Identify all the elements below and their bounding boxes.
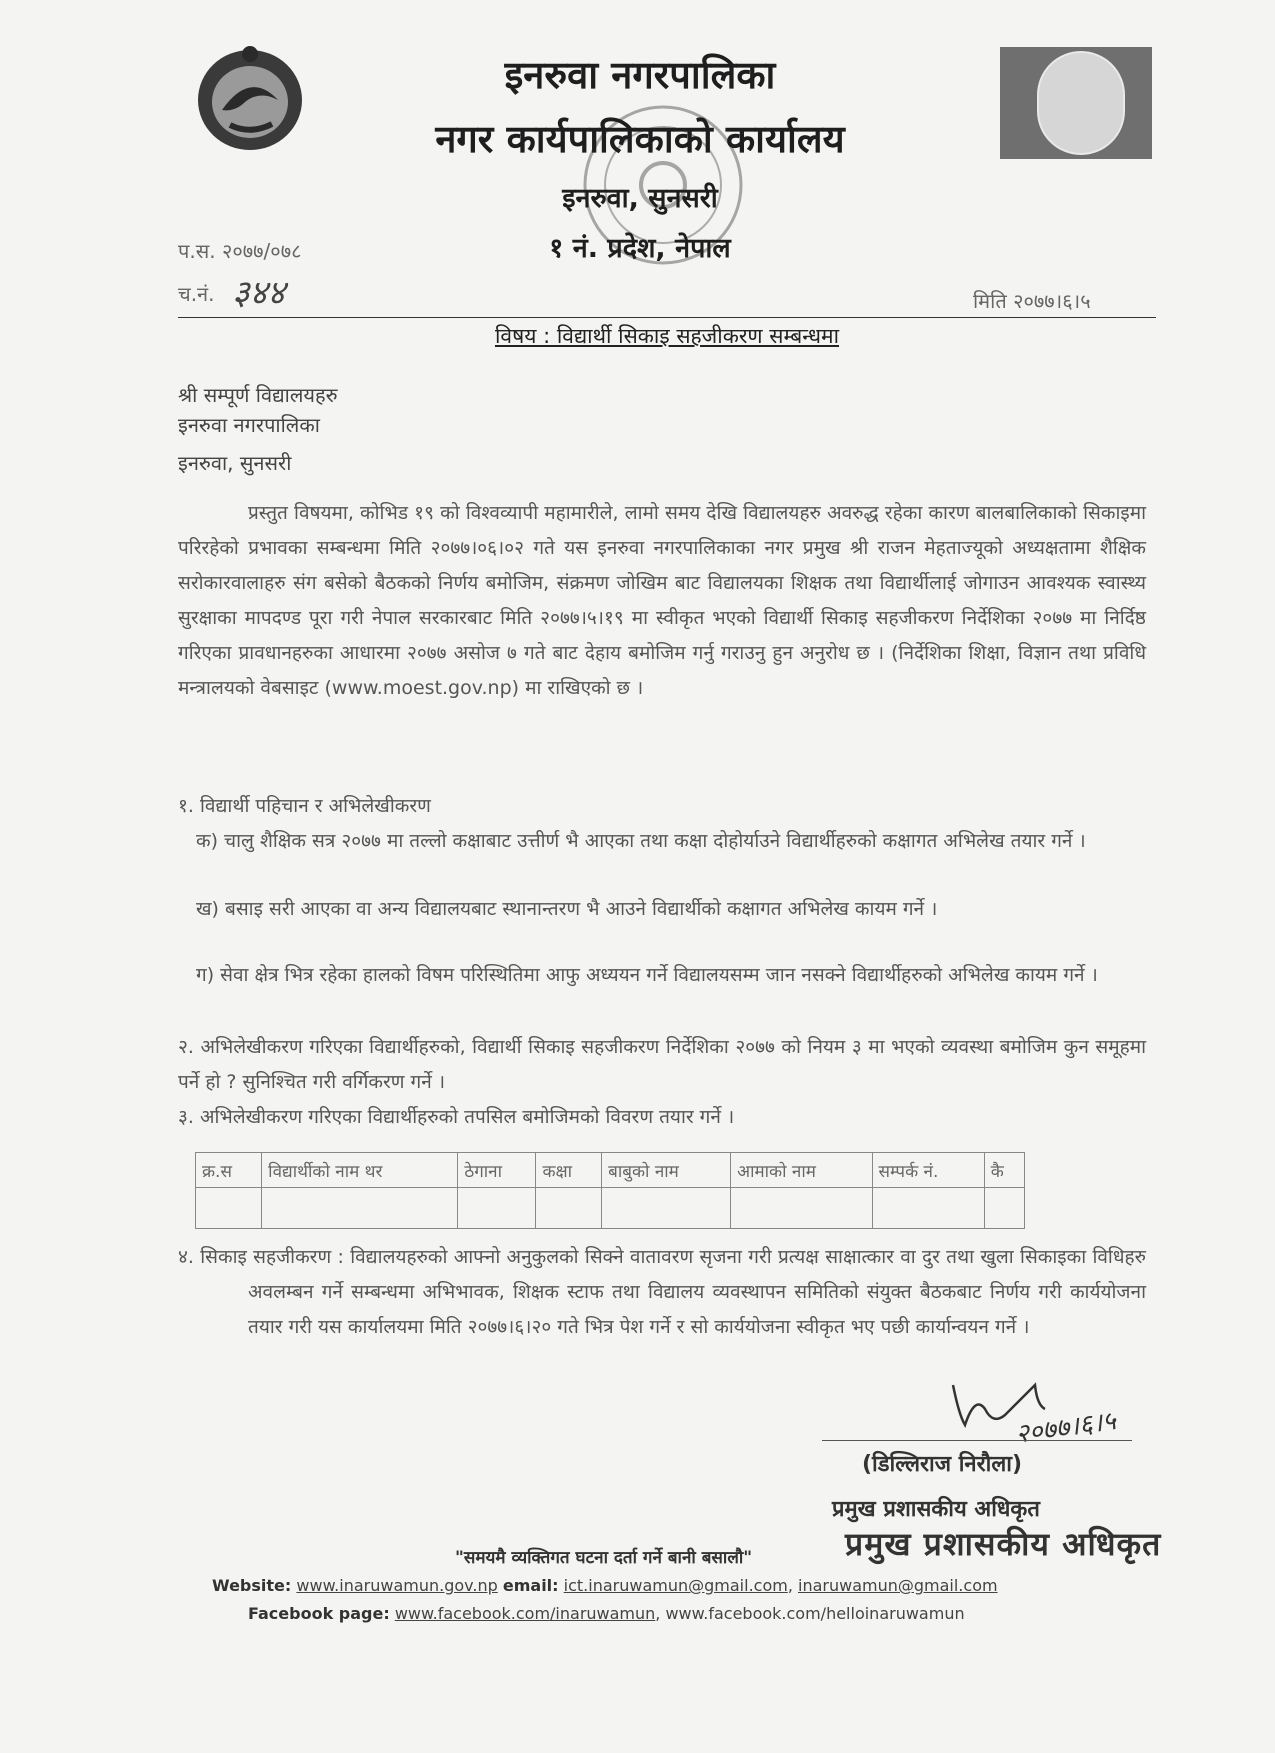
intro-paragraph: प्रस्तुत विषयमा, कोभिड १९ को विश्वव्यापी महामारीले, लामो समय देखि विद्यालयहरु अवरुद्ध रहेका कारण बालबालिकाको सिकाइमा परिरहेको प्रभावका सम्बन्धमा मिति २०७७।०६।०२ गते यस इनरुवा नगरपालिकाका नगर प्रमुख श्री राजन मेहताज्यूको अध्यक्षतामा शैक्षिक सरोकारवालाहरु संग बसेको बैठकको निर्णय बमोजिम, संक्रमण जोखिम बाट विद्यालयका शिक्षक तथा विद्यार्थीलाई जोगाउन आवश्यक स्वास्थ्य सुरक्षाका मापदण्ड पूरा गरी नेपाल सरकारबाट मिति २०७७।५।१९ मा स्वीकृत भएको विद्यार्थी सिकाइ सहजीकरण निर्देशिका २०७७ मा निर्दिष्ठ गरिएका प्रावधानहरुका आधारमा २०७७ असोज ७ गते बाट देहाय बमोजिम गर्नु गराउनु हुन अनुरोध छ । (निर्देशिका शिक्षा, विज्ञान तथा प्रविधि मन्त्रालयको वेबसाइट (www.moest.gov.np) मा राखिएको छ । bbox=[178, 502, 1146, 699]
table-header-cell: कै bbox=[984, 1153, 1024, 1188]
table-header-cell: ठेगाना bbox=[458, 1153, 536, 1188]
municipality-name: इनरुवा नगरपालिका bbox=[504, 53, 776, 97]
email-link-2[interactable]: inaruwamun@gmail.com bbox=[798, 1576, 998, 1595]
website-label: Website: bbox=[212, 1576, 292, 1595]
facebook-link-1[interactable]: www.facebook.com/inaruwamun bbox=[394, 1604, 656, 1623]
province-country: १ नं. प्रदेश, नेपाल bbox=[549, 233, 731, 264]
office-name: नगर कार्यपालिकाको कार्यालय bbox=[435, 117, 845, 161]
table-header-cell: आमाको नाम bbox=[731, 1153, 872, 1188]
facebook-label: Facebook page: bbox=[248, 1604, 390, 1623]
slogan: "समयमै व्यक्तिगत घटना दर्ता गर्ने बानी बसालौ" bbox=[455, 1548, 753, 1568]
signature-line bbox=[822, 1440, 1132, 1441]
nepal-emblem-icon bbox=[190, 40, 310, 155]
email-label: email: bbox=[502, 1576, 559, 1595]
table-row bbox=[196, 1188, 1025, 1229]
table-header-cell: कक्षा bbox=[536, 1153, 602, 1188]
table-header-cell: विद्यार्थीको नाम थर bbox=[262, 1153, 458, 1188]
letter-date: मिति २०७७।६।५ bbox=[973, 289, 1091, 313]
signatory-name: (डिल्लिराज निरौला) bbox=[862, 1452, 1023, 1477]
student-record-table bbox=[195, 1152, 1025, 1229]
signatory-title: प्रमुख प्रशासकीय अधिकृत bbox=[832, 1497, 1040, 1522]
item-1b: ख) बसाइ सरी आएका वा अन्य विद्यालयबाट स्थानान्तरण भै आउने विद्यार्थीको कक्षागत अभिलेख कायम गर्ने । bbox=[196, 898, 938, 920]
email-link-1[interactable]: ict.inaruwamun@gmail.com bbox=[563, 1576, 788, 1595]
table-header-cell: बाबुको नाम bbox=[602, 1153, 731, 1188]
table-header-cell: सम्पर्क नं. bbox=[872, 1153, 984, 1188]
item-2: २. अभिलेखीकरण गरिएका विद्यार्थीहरुको, विद्यार्थी सिकाइ सहजीकरण निर्देशिका २०७७ को नियम ३ मा भएको व्यवस्था बमोजिम कुन समूहमा पर्ने हो ? सुनिश्चित गरी वर्गिकरण गर्ने । bbox=[178, 1036, 1146, 1093]
table-header-cell: क्र.स bbox=[196, 1153, 262, 1188]
item-3: ३. अभिलेखीकरण गरिएका विद्यार्थीहरुको तपसिल बमोजिमको विवरण तयार गर्ने । bbox=[178, 1106, 735, 1128]
header-divider bbox=[178, 317, 1156, 318]
recipient-line-2: इनरुवा नगरपालिका bbox=[178, 413, 320, 437]
dispatch-number-label: च.नं. bbox=[178, 282, 215, 306]
office-address: इनरुवा, सुनसरी bbox=[562, 183, 718, 214]
website-link[interactable]: www.inaruwamun.gov.np bbox=[296, 1576, 498, 1595]
office-seal-image bbox=[1000, 47, 1152, 159]
title-stamp: प्रमुख प्रशासकीय अधिकृत bbox=[845, 1525, 1162, 1563]
facebook-link-2[interactable]: www.facebook.com/helloinaruwamun bbox=[665, 1604, 965, 1623]
handwritten-date: २०७७।६।५ bbox=[1013, 1406, 1118, 1450]
item-1c: ग) सेवा क्षेत्र भित्र रहेका हालको विषम परिस्थितिमा आफु अध्ययन गर्ने विद्यालयसम्म जान नसक्ने विद्यार्थीहरुको अभिलेख कायम गर्ने । bbox=[196, 964, 1098, 986]
letter-subject: विषय : विद्यार्थी सिकाइ सहजीकरण सम्बन्धमा bbox=[494, 324, 840, 348]
recipient-line-1: श्री सम्पूर्ण विद्यालयहरु bbox=[178, 383, 338, 407]
footer-contact: Website: www.inaruwamun.gov.np email: ict.inaruwamun@gmail.com, inaruwamun@gmail.com bbox=[212, 1576, 998, 1595]
fiscal-year-ref: प.स. २०७७/०७८ bbox=[178, 239, 302, 263]
item-1-heading: १. विद्यार्थी पहिचान र अभिलेखीकरण bbox=[178, 795, 431, 817]
table-header-row bbox=[196, 1153, 1025, 1188]
footer-facebook: Facebook page: www.facebook.com/inaruwamun, www.facebook.com/helloinaruwamun bbox=[248, 1604, 965, 1623]
dispatch-number-value: ३४४ bbox=[232, 273, 286, 313]
item-1a: क) चालु शैक्षिक सत्र २०७७ मा तल्लो कक्षाबाट उत्तीर्ण भै आएका तथा कक्षा दोहोर्याउने विद्यार्थीहरुको कक्षागत अभिलेख तयार गर्ने । bbox=[196, 830, 1086, 852]
recipient-line-3: इनरुवा, सुनसरी bbox=[178, 451, 292, 475]
item-4: ४. सिकाइ सहजीकरण : विद्यालयहरुको आफ्नो अनुकुलको सिक्ने वातावरण सृजना गरी प्रत्यक्ष साक्षात्कार वा दुर तथा खुला सिकाइका विधिहरु अवलम्बन गर्ने सम्बन्धमा अभिभावक, शिक्षक स्टाफ तथा विद्यालय व्यवस्थापन समितिको संयुक्त बैठकबाट निर्णय गरी कार्ययोजना तयार गरी यस कार्यालयमा मिति २०७७।६।२० गते भित्र पेश गर्ने र सो कार्ययोजना स्वीकृत भए पछी कार्यान्वयन गर्ने । bbox=[178, 1246, 1146, 1338]
